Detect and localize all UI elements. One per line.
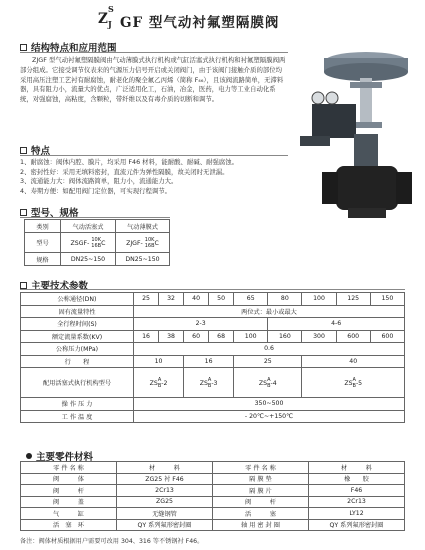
param-value: 125: [336, 293, 370, 306]
param-value: 38: [159, 330, 184, 343]
model-header-cell: 气动活塞式: [61, 220, 116, 233]
param-value: 300: [302, 330, 336, 343]
part-material: 橡 胶: [309, 473, 405, 485]
param-value: 32: [159, 293, 184, 306]
param-label: 额定流量系数(KV): [21, 330, 134, 343]
actuator-top: A: [157, 376, 162, 383]
actuator-bottom: B: [352, 382, 356, 389]
actuator-top: A: [207, 376, 212, 383]
spec-value: DN25~150: [61, 253, 116, 266]
materials-row: [21, 473, 405, 485]
model-code-top: 10K: [91, 236, 101, 243]
param-value: 25: [234, 355, 302, 368]
param-value: 50: [209, 293, 234, 306]
param-value: 16: [184, 355, 234, 368]
part-material: QY 系列氟形密封圈: [309, 519, 405, 531]
actuator-bottom: B: [157, 382, 162, 389]
param-value: 150: [370, 293, 404, 306]
spec-label: 规格: [25, 253, 61, 266]
model-header-cell: 气动薄膜式: [115, 220, 169, 233]
param-value: 80: [268, 293, 302, 306]
part-material: F46: [309, 485, 405, 497]
model-code-bottom: 16B: [144, 242, 155, 249]
divider: [20, 217, 170, 218]
actuator-top: A: [352, 376, 356, 383]
model-code-piston: [61, 233, 116, 253]
title-super: S: [108, 4, 115, 14]
section-structure-title: 结构特点和应用范围: [31, 43, 117, 54]
params-table: [20, 292, 405, 423]
actuator-bottom: B: [267, 382, 271, 389]
divider: [20, 289, 405, 290]
part-name: 活 塞: [213, 508, 309, 520]
actuator-prefix: ZS: [149, 379, 158, 387]
square-bullet-icon: [20, 44, 27, 51]
param-value: 4-6: [268, 318, 405, 331]
title-prefix: Z: [98, 11, 109, 27]
part-name: 阀 盖: [21, 496, 117, 508]
part-name: 阀 杆: [213, 496, 309, 508]
model-code-prefix: ZJGF-: [126, 239, 143, 247]
param-label: 公称压力(MPa): [21, 343, 134, 356]
actuator-model: [184, 368, 234, 398]
param-label: 行 程: [21, 355, 134, 368]
actuator-num: -2: [161, 379, 168, 387]
model-code-prefix: ZSGF-: [70, 239, 90, 247]
actuator-num: -4: [270, 379, 277, 387]
param-value: 两位式：最小或最大: [134, 305, 405, 318]
materials-row: [21, 508, 405, 520]
model-code-suffix: C: [101, 239, 106, 247]
actuator-prefix: ZS: [258, 379, 268, 387]
param-value: 40: [184, 293, 209, 306]
param-value: 68: [209, 330, 234, 343]
page-title: [98, 5, 338, 29]
model-code-bottom: 16B: [91, 242, 102, 249]
part-name: 气 缸: [21, 508, 117, 520]
model-code-top: 10K: [144, 236, 155, 243]
materials-header-cell: 材 料: [117, 462, 213, 474]
part-material: ZG25 衬 F46: [117, 473, 213, 485]
materials-row: [21, 519, 405, 531]
round-bullet-icon: [26, 453, 32, 459]
feature-item: 3、流通能力大：阀体流路简单，阻力小，流通能力大。: [20, 177, 178, 186]
model-code-variants: [91, 237, 101, 249]
param-value: 350~500: [134, 398, 405, 411]
param-value: - 20℃~+150℃: [134, 410, 405, 423]
part-material: 2Cr13: [309, 496, 405, 508]
param-value: 600: [336, 330, 370, 343]
part-material: LY12: [309, 508, 405, 520]
footnote: 备注：阀体材质根据用户需要可改用 304、316 等不锈钢衬 F46。: [20, 538, 204, 545]
param-value: 16: [134, 330, 159, 343]
actuator-num: -3: [211, 379, 218, 387]
spec-value: DN25~150: [115, 253, 169, 266]
part-material: 无缝钢管: [117, 508, 213, 520]
actuator-num: -5: [355, 379, 363, 387]
section-model-title: 型号、规格: [31, 208, 79, 219]
param-value: 25: [134, 293, 159, 306]
materials-row: [21, 485, 405, 497]
part-name: 轴 用 密 封 圈: [213, 519, 309, 531]
param-value: 10: [134, 355, 184, 368]
param-value: 60: [184, 330, 209, 343]
feature-item: 2、密封性好：采用无填料密封，直流元件为弹性隔膜，故关闭时无泄漏。: [20, 167, 229, 176]
model-code-diaphragm: [115, 233, 169, 253]
part-name: 阀 杆: [21, 485, 117, 497]
title-text: GF 型气动衬氟塑隔膜阀: [120, 15, 280, 31]
model-code-variants: [145, 237, 155, 249]
actuator-model: [234, 368, 302, 398]
part-name: 隔 膜 垫: [213, 473, 309, 485]
param-value: 600: [370, 330, 404, 343]
param-label: 固有流量特性: [21, 305, 134, 318]
param-value: 0.6: [134, 343, 405, 356]
materials-header-cell: 零 件 名 称: [21, 462, 117, 474]
param-label: 全行程时间(S): [21, 318, 134, 331]
square-bullet-icon: [20, 147, 27, 154]
part-material: ZG25: [117, 496, 213, 508]
features-list: [20, 158, 290, 197]
model-header-cell: 类别: [25, 220, 61, 233]
param-label: 配用活塞式执行机构型号: [21, 368, 134, 398]
divider: [20, 52, 288, 53]
materials-header-cell: 零 件 名 称: [213, 462, 309, 474]
square-bullet-icon: [20, 209, 27, 216]
param-label: 公称通径(DN): [21, 293, 134, 306]
param-label: 操 作 压 力: [21, 398, 134, 411]
square-bullet-icon: [20, 282, 27, 289]
param-value: 65: [234, 293, 268, 306]
section-materials-title: 主要零件材料: [36, 452, 94, 463]
param-value: 100: [302, 293, 336, 306]
materials-row: [21, 496, 405, 508]
feature-item: 4、寿期方便：如配用阀门定位器，可实现行程调节。: [20, 187, 172, 196]
feature-item: 1、耐腐蚀：阀体内腔、膜片，均采用 F46 材料，能耐酸、耐碱、耐强腐蚀。: [20, 158, 239, 166]
param-label: 工 作 温 度: [21, 410, 134, 423]
actuator-bottom: B: [207, 382, 212, 389]
section-params-title: 主要技术参数: [31, 281, 89, 292]
title-sub: J: [108, 19, 113, 29]
materials-table: [20, 461, 405, 531]
model-code-suffix: C: [154, 239, 159, 247]
part-material: QY 系列氟形密封圈: [117, 519, 213, 531]
part-material: 2Cr13: [117, 485, 213, 497]
param-value: 40: [302, 355, 405, 368]
divider: [20, 155, 288, 156]
part-name: 阀 体: [21, 473, 117, 485]
actuator-top: A: [267, 376, 271, 383]
part-name: 活 塞 环: [21, 519, 117, 531]
model-table: [24, 219, 170, 266]
param-value: 2-3: [134, 318, 268, 331]
materials-header-cell: 材 料: [309, 462, 405, 474]
model-label: 型号: [25, 233, 61, 253]
section-structure-body: ZJGF 型气动衬氟塑隔膜阀由气动薄膜式执行机构或气缸活塞式执行机构和衬氟塑隔膜阀两部分组成。它接受调节仪表来的气源压力信号开启或关闭阀门，由于该阀门接触介质的部位均采用高压注塑工艺衬有耐腐蚀，耐老化的聚全氟乙丙烯（简称 F₄₆），且该阀流路简单，无滞料器，具有阻力小，流量大的优点，广泛适用化工，石油，冶金，医药，电力等工业自动化系统，对强腐蚀，高粘度，含颗粒，带纤维以及有毒介质的切断和调节。: [20, 56, 286, 104]
valve-photo: [296, 38, 414, 260]
param-value: 160: [268, 330, 302, 343]
actuator-model: [302, 368, 405, 398]
actuator-model: [134, 368, 184, 398]
actuator-prefix: ZS: [199, 379, 208, 387]
actuator-prefix: ZS: [344, 379, 353, 387]
section-features-title: 特点: [31, 146, 51, 157]
param-value: 100: [234, 330, 268, 343]
part-name: 隔 膜 片: [213, 485, 309, 497]
